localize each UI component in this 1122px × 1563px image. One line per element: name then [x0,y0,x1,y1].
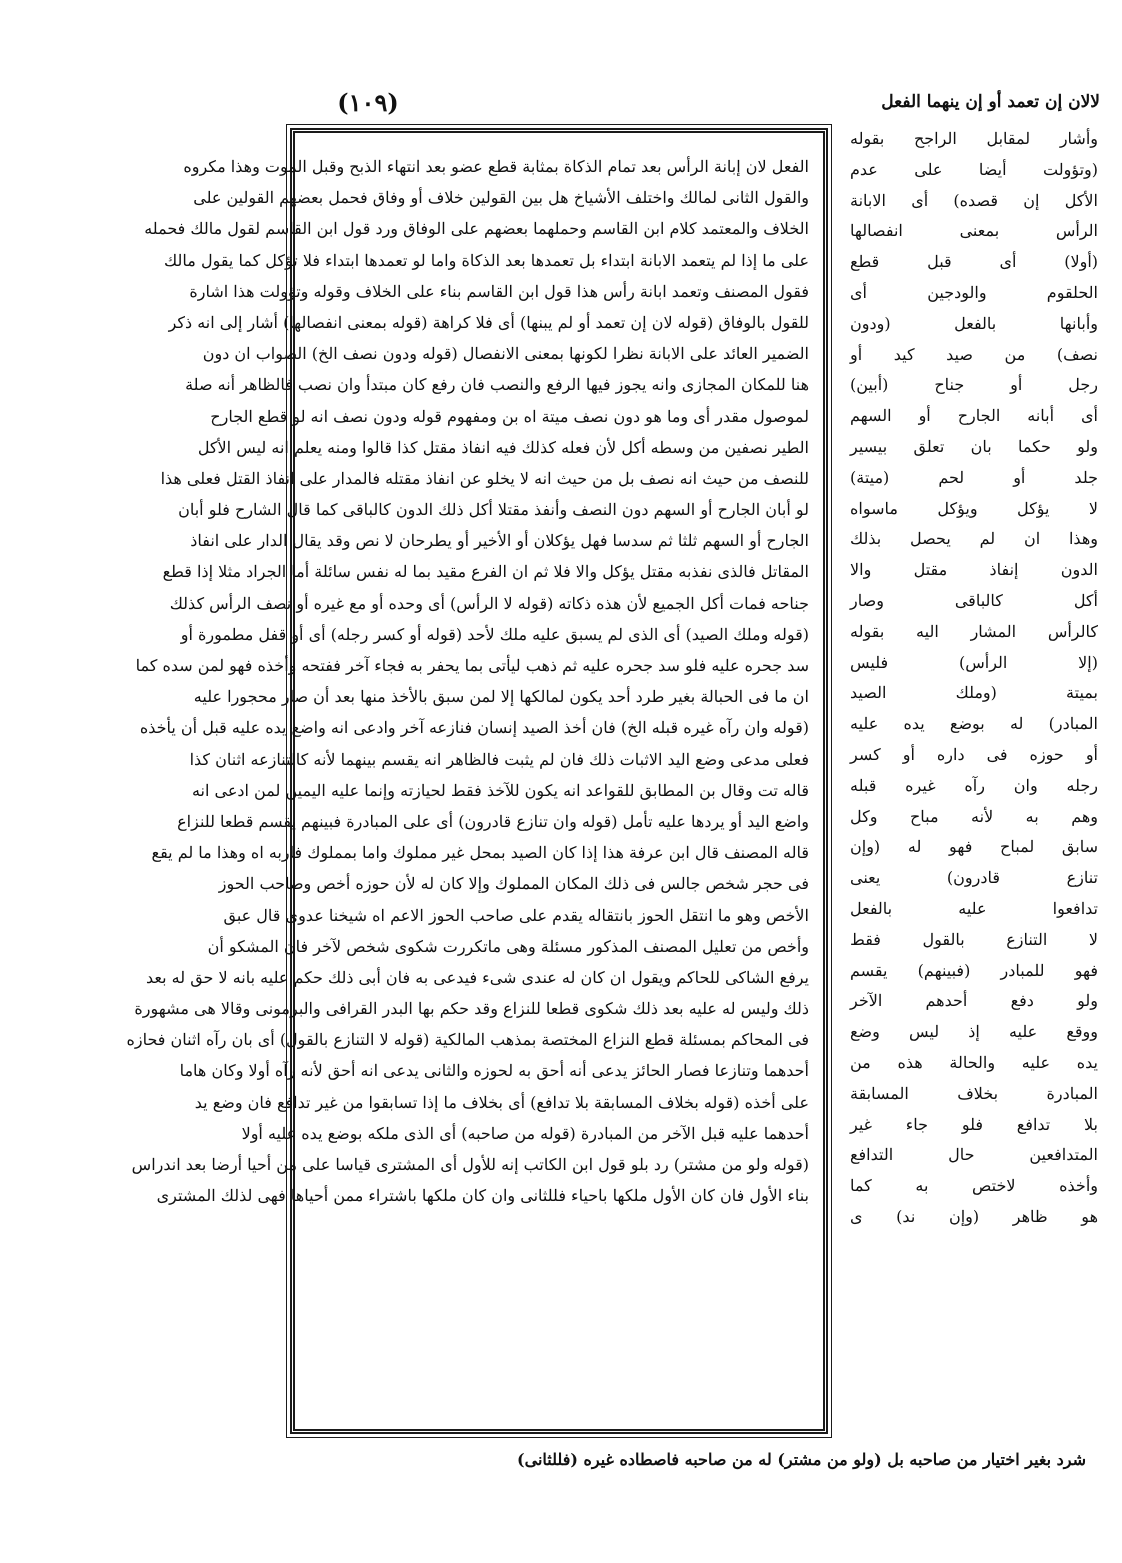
margin-text-line: المتدافعين حال التدافع [850,1145,1098,1165]
margin-text-line: ولو دفع أحدهم الآخر [850,991,1098,1011]
margin-text-line: المبادر) له بوضع يده عليه [850,714,1098,734]
main-text-line: الطير نصفين من وسطه أكل لأن فعله كذلك فيه انفاذ مقتل كذا قالوا ومنه يعلم انه ليس الأكل [197,437,809,457]
running-header: لالان إن تعمد أو إن ينهما الفعل [881,92,1100,112]
margin-text-line: وأشار لمقابل الراجح بقوله [850,129,1098,148]
margin-text-line: هو ظاهر (وإن ند) ى [850,1206,1098,1226]
margin-text-line: تدافعوا عليه بالفعل [850,898,1098,918]
main-text-line: الخلاف والمعتمد كلام ابن القاسم وحملهما بعضهم على الوفاق ورد قول ابن القاسم لقول مالك فحمله [144,219,809,239]
margin-text-line: بلا تدافع فلو جاء غير [850,1114,1098,1134]
main-text-line: الضمير العائد على الابانة نظرا لكونها بمعنى الانفصال (قوله ودون نصف الخ) الصواب ان دون [202,344,809,364]
main-text-line: (قوله وان رآه غيره قبله الخ) فان أخذ الصيد إنسان فنازعه آخر وادعى انه واضع يده عليه قبل أن يأخذه [139,718,809,738]
margin-text-line: أى أبانه الجارح أو السهم [850,406,1098,426]
main-text-line: للقول بالوفاق (قوله لان إن تعمد أو لم يبنها) أى فلا كراهة (قوله بمعنى انفصالها) أشار إلى انه ذكر [168,312,809,332]
main-text-line: سد جحره عليه فلو سد جحره عليه ثم ذهب ليأتى بما يحفر به فجاء آخر ففتحه وأخذه فهو لمن سده كما [135,656,809,675]
main-commentary-frame [126,128,828,1434]
margin-text-line: الدون إنفاذ مقتل والا [850,560,1098,580]
main-text-line: الجارح أو السهم ثلثا ثم سدسا فهل يؤكلان أو الأخير أو يطرحان لا نص وقد يقال الدار على انفاذ [190,531,809,551]
main-text-line: أحدهما وتنازعا فصار الحائز يدعى أنه أحق به لحوزه والثانى يدعى انه أحق لأنه رآه أولا وكان هاما [179,1061,809,1081]
main-text-line: (قوله وملك الصيد) أى الذى لم يسبق عليه ملك لأحد (قوله أو كسر رجله) أى أو قفل مطمورة أو [180,624,809,644]
margin-text-line: بميتة (وملك الصيد [850,683,1098,703]
main-text-line: على أخذه (قوله بخلاف المسابقة بلا تدافع) أى بخلاف ما إذا تسابقوا من غير تدافع فان وضع يد [194,1092,809,1112]
main-text-line: قاله تت وقال بن المطابق للقواعد انه يكون للآخذ فقط لحيازته وإنما عليه اليمين لمن ادعى انه [191,780,809,800]
margin-text-line: رجله وان رآه غيره قبله [850,775,1098,795]
main-text-line: (قوله ولو من مشتر) رد بلو قول ابن الكاتب إنه للأول أى المشترى قياسا على من أحيا أرضا بعد اندراس [131,1155,809,1174]
margin-text-line: وأبانها بالفعل (ودون [850,313,1098,333]
margin-text-line: وهم به لأنه مباح وكل [850,806,1098,826]
margin-text-line: الرأس بمعنى انفصالها [850,221,1098,241]
main-text-line: ان ما فى الحبالة بغير طرد أحد يكون لمالكها إلا لمن سبق بالأخذ منها بعد أن صار محجورا عليه [193,687,809,707]
margin-text-line: تنازع قادرون) يعنى [850,868,1098,888]
margin-text-line: وأخذه لاختص به كما [850,1176,1098,1196]
main-text-line: الفعل لان إبانة الرأس بعد تمام الذكاة بمثابة قطع عضو بعد انتهاء الذبح وقبل الموت وهذا مكروه [183,157,809,176]
margin-text-line: فهو للمبادر (فبينهم) يقسم [850,960,1098,980]
page-number: (١٠٩) [337,88,399,117]
main-text-line: الأخص وهو ما انتقل الحوز بانتقاله يقدم على صاحب الحوز الاعم اه شيخنا عدوى قال عبق [223,905,809,925]
main-text-line: أحدهما عليه قبل الآخر من المبادرة (قوله من صاحبه) أى الذى ملكه بوضع يده عليه أولا [241,1123,809,1143]
margin-text-line: لا التنازع بالقول فقط [850,929,1098,949]
margin-text-line: الحلقوم والودجين أى [850,282,1098,302]
main-text-line: فى المحاكم بمسئلة قطع النزاع المختصة بمذهب المالكية (قوله لا التنازع بالقول) أى بان رآه اثنان فحازه [126,1030,809,1050]
main-text-line: ذلك وليس له عليه بعد ذلك شكوى قطعا للنزاع وقد حكم بها البدر القرافى والبرمونى وقالا هى مشهورة [134,999,809,1019]
margin-text-line: وهذا ان لم يحصل بذلك [850,529,1098,549]
margin-text-line: ولو حكما بان تعلق بيسير [850,436,1098,456]
margin-text-line: (أولا) أى قبل قطع [850,252,1098,272]
main-text-line: قاله المصنف قال ابن عرفة هذا إذا كان الصيد بمحل غير مملوك واما بمملوك فاربه اه وهذا ما لم يقع [151,843,809,863]
margin-text-line: الأكل إن قصده) أى الابانة [850,190,1098,210]
main-text-line: وأخص من تعليل المصنف المذكور مسئلة وهى ماتكررت شكوى شخص لآخر فان المشكو أن [207,936,809,956]
main-text-line: هنا للمكان المجازى وانه يجوز فيها الرفع والنصب فان رفع كان مبتدأ وان نصب فالظاهر أنه صلة [185,375,809,395]
main-text-line: بناء الأول فان كان الأول ملكها باحياء فللثانى وان كان ملكها باشتراء ممن أحياها فهى لذلك المشترى [156,1186,809,1206]
margin-text-line: أكل كالباقى وصار [850,590,1098,610]
main-text-line: فى حجر شخص جالس فى ذلك المكان المملوك وإلا كان له لأن حوزه أخص وصاحب الحوز [218,874,809,894]
main-text-line: للنصف من حيث انه نصف بل من حيث انه لا يخلو عن انفاذ مقتله فالمدار على انفاذ القتل فعلى هذا [160,468,809,488]
main-text-line: والقول الثانى لمالك واختلف الأشياخ هل بين القولين خلاف أو وفاق فحمل بعضهم القولين على [193,188,809,208]
main-text-line: على ما إذا لم يتعمد الابانة ابتداء بل تعمدها بعد الذكاة واما لو تعمدها ابتداء فلا تؤكل كما يقول مالك [164,250,809,270]
margin-text-line: سابق لمباح فهو له (وإن [850,837,1098,857]
margin-text-line: لا يؤكل ويؤكل ماسواه [850,498,1098,518]
margin-text-line: نصف) من صيد كيد أو [850,344,1098,364]
margin-text-line: المبادرة بخلاف المسابقة [850,1083,1098,1103]
main-text-line: جناحه فمات أكل الجميع لأن هذه ذكاته (قوله لا الرأس) أى وحده أو مع غيره أو نصف الرأس كذلك [169,593,809,613]
margin-commentary [850,124,1098,1454]
main-text-line: واضع اليد أو يردها عليه تأمل (قوله وان تنازع قادرون) أى على المبادرة فبينهم يقسم قطعا للنزاع [177,811,809,831]
catchword-footer: شرد بغير اختيار من صاحبه بل (ولو من مشتر) له من صاحبه فاصطاده غيره (فللثانى) [517,1450,1086,1469]
main-text-line: لموصول مقدر أى وما هو دون نصف ميتة اه بن ومفهوم قوله ودون نصف انه لو قطع الجارح [210,406,809,426]
main-text-line: فقول المصنف وتعمد ابانة رأس هذا قول ابن القاسم بناء على الخلاف وقوله وتؤولت هذا اشارة [189,281,809,301]
main-text-line: يرفع الشاكى للحاكم ويقول ان كان له عندى شىء فيدعى به فان أبى ذلك حكم عليه بانه لا حق له بعد [146,967,809,987]
main-text-line: فعلى مدعى وضع اليد الاثبات ذلك فان لم يثبت فالظاهر انه يقسم بينهما لأنه كالتنازعه اثنان كذا [189,749,809,769]
main-text-line: المقاتل فالذى نفذبه مقتل يؤكل والا فلا ثم ان الفرع مقيد بما له نفس سائلة أما الجراد مثلا إذا قطع [162,562,809,582]
margin-text-line: (إلا الرأس) فليس [850,652,1098,672]
margin-text-line: ووقع عليه إذ ليس وضع [850,1022,1098,1042]
margin-text-line: جلد أو لحم (ميتة) [850,467,1098,487]
margin-text-line: (وتؤولت أيضا على عدم [850,159,1098,179]
main-text-line: لو أبان الجارح أو السهم دون النصف وأنفذ مقتلا أكل ذلك الدون كالباقى كما قال الشارح فلو أبان [178,500,809,520]
margin-text-line: كالرأس المشار اليه بقوله [850,621,1098,641]
margin-text-line: رجل أو جناح (أبين) [850,375,1098,395]
margin-text-line: أو حوزه فى داره أو كسر [850,744,1098,764]
margin-text-line: يده عليه والحالة هذه من [850,1052,1098,1072]
